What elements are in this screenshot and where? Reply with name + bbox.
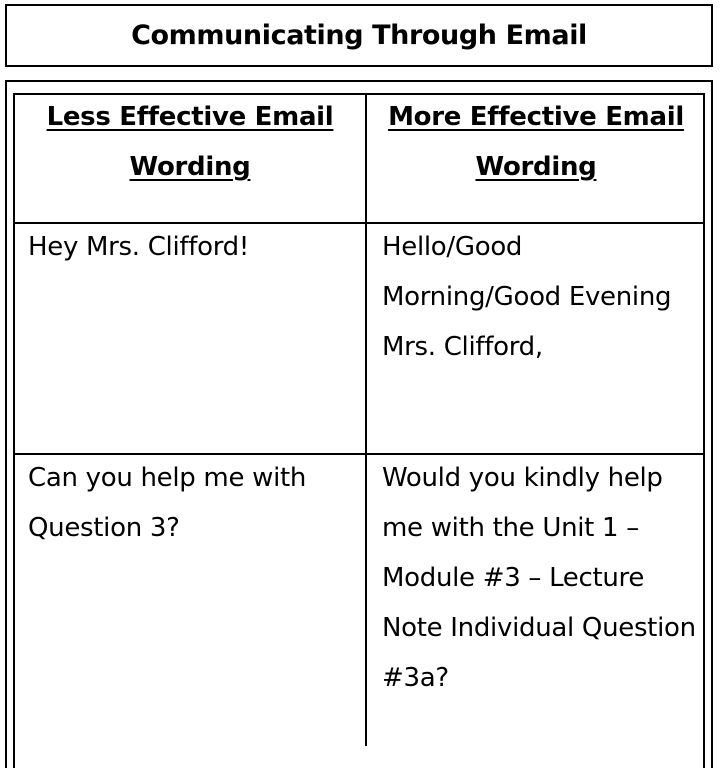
table-cell-more-effective: Would you kindly help me with the Unit 1 – Module #3 – Lecture Note Individual Question #3a?: [382, 463, 696, 693]
header-less-effective: Less Effective Email Wording: [46, 102, 334, 182]
column-divider: [365, 93, 367, 746]
table-cell-less-effective: Can you help me with Question 3?: [28, 463, 307, 543]
table-cell-less-effective: Hey Mrs. Clifford!: [28, 232, 249, 262]
header-more-effective: More Effective Email Wording: [388, 102, 684, 182]
page-title: Communicating Through Email: [131, 20, 587, 51]
table-cell-more-effective: Hello/Good Morning/Good Evening Mrs. Clifford,: [382, 232, 672, 362]
title-banner: [5, 4, 713, 67]
